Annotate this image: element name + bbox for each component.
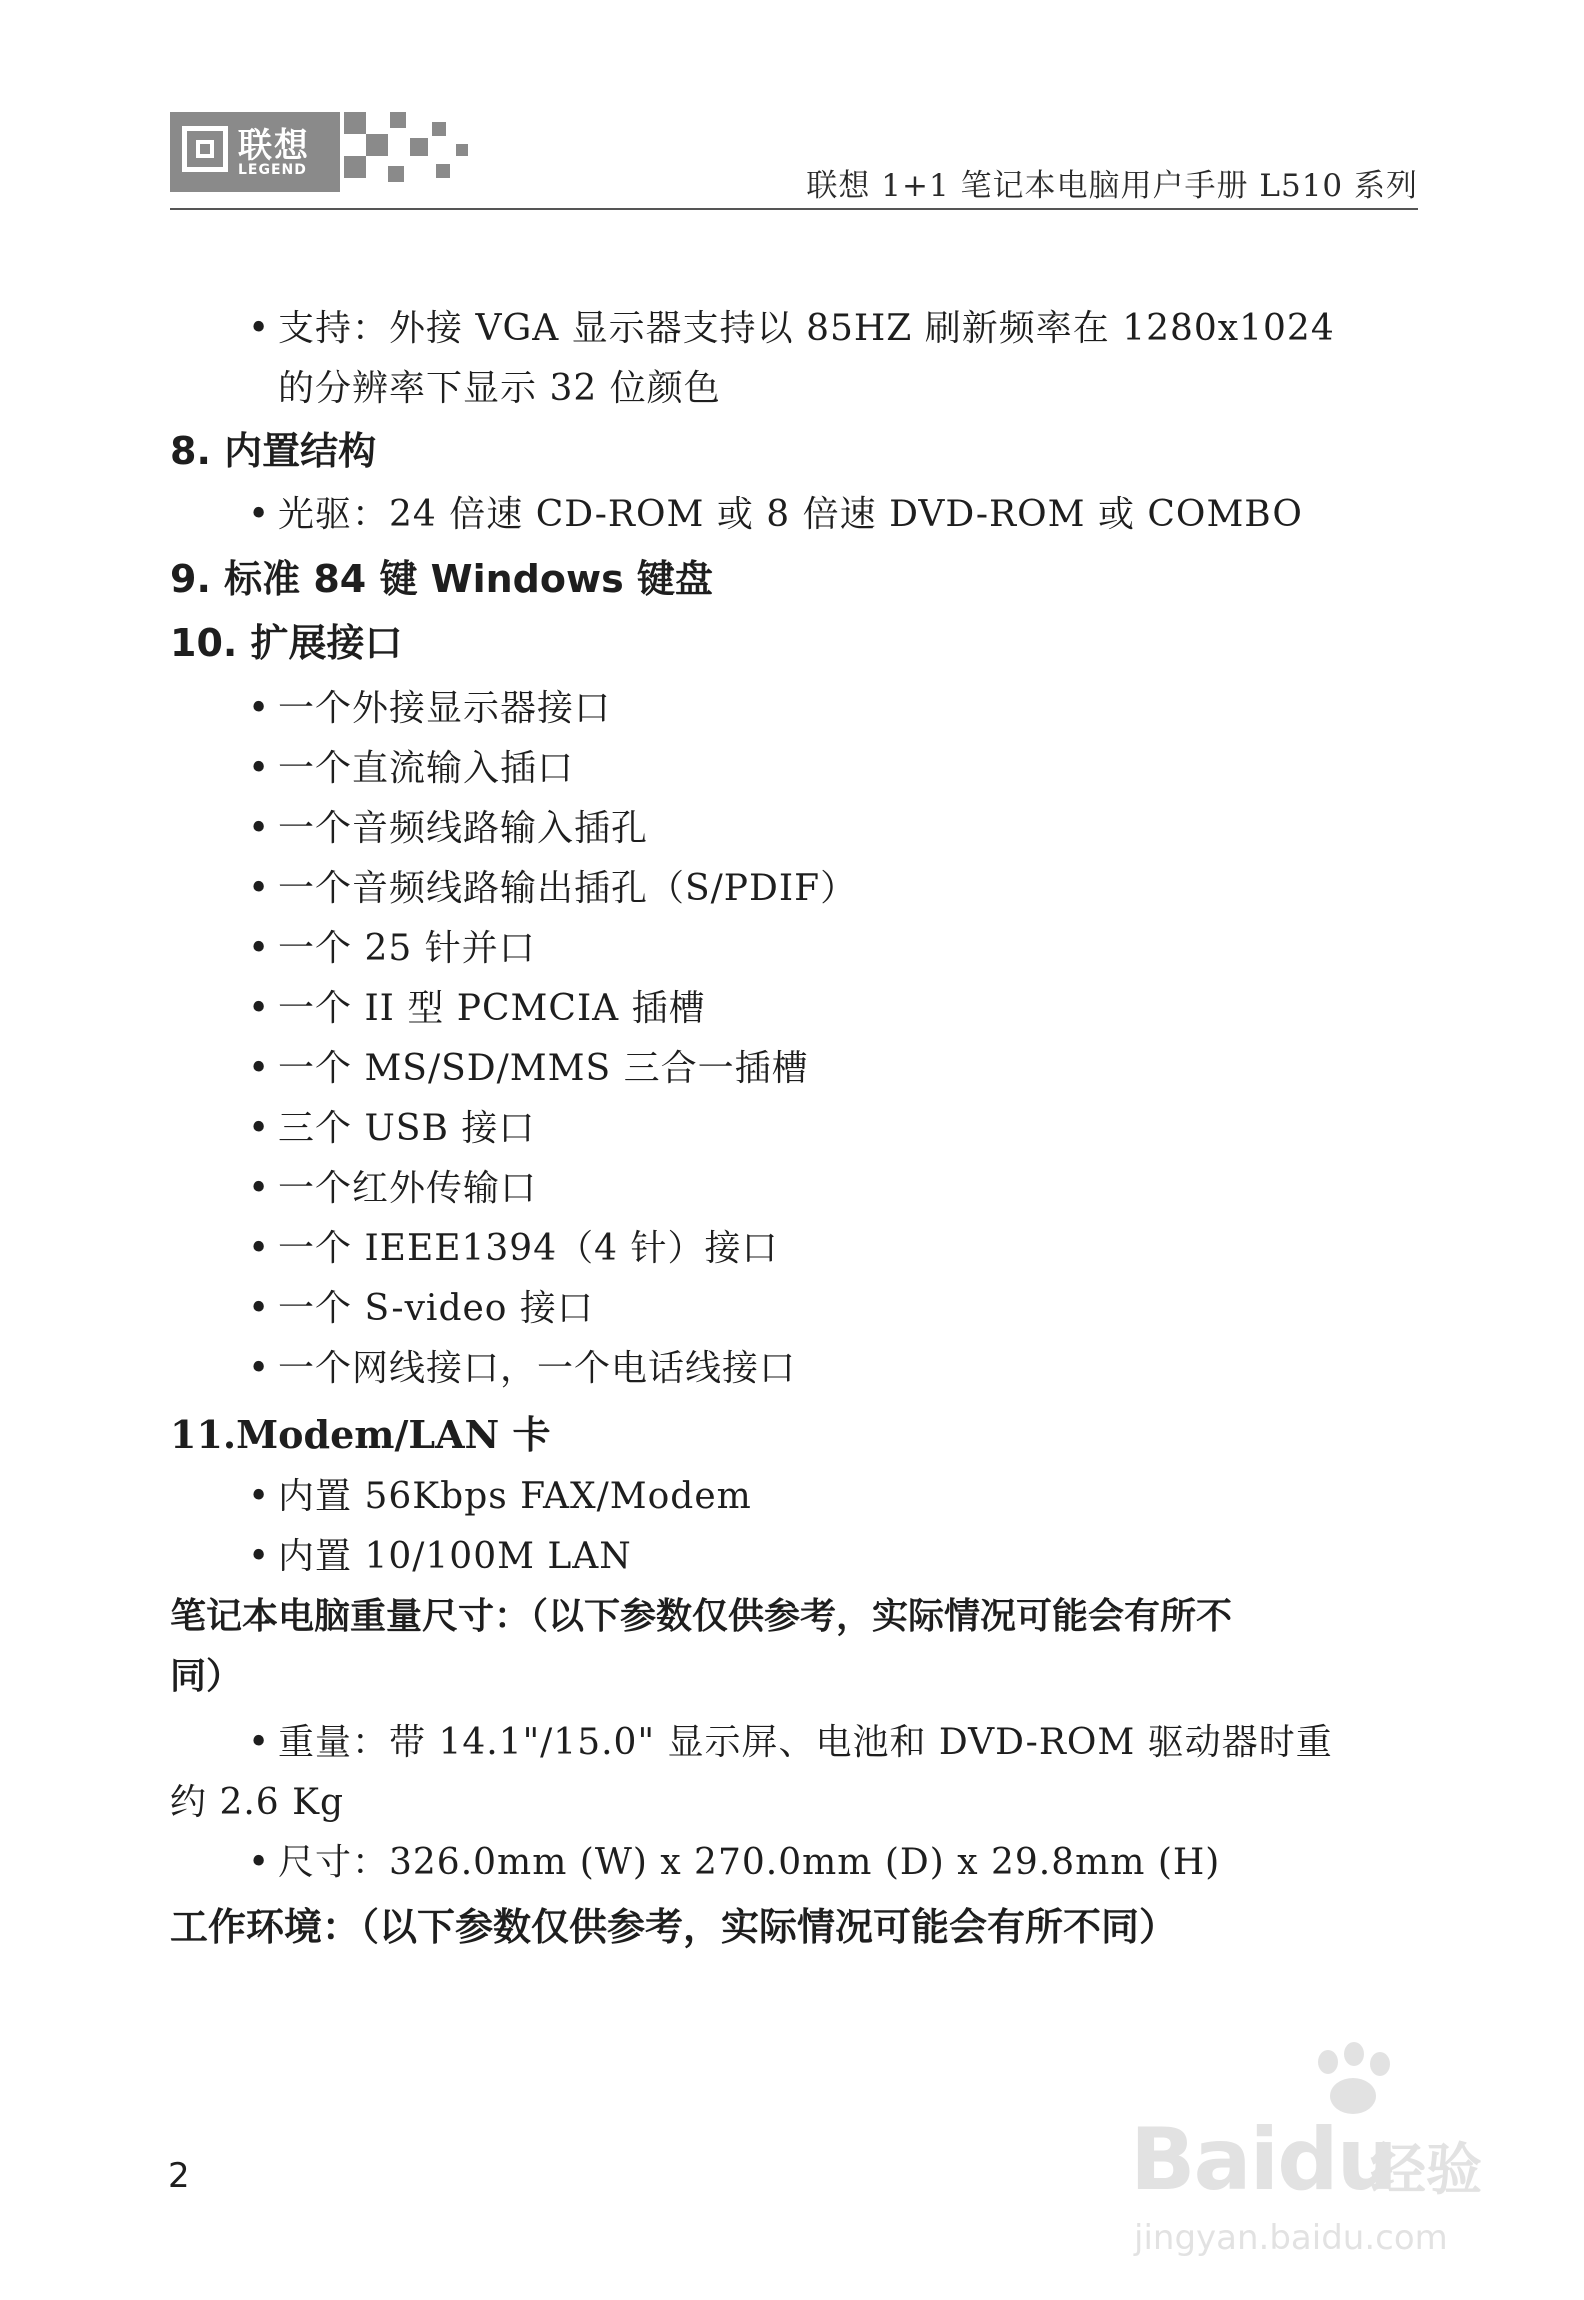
port-item: 一个音频线路输出插孔（S/PDIF） [278, 868, 858, 909]
bullet-item [248, 680, 611, 731]
weight-size-title-cont: 同） [170, 1656, 243, 1697]
bullet-item [248, 1040, 809, 1091]
bullet-item [248, 1528, 632, 1579]
logo-square [390, 112, 406, 128]
bullet-icon: • [248, 494, 271, 535]
bullet-item [248, 1340, 796, 1391]
bullet-icon: • [248, 308, 271, 349]
bullet-item [248, 980, 706, 1031]
bullet-item [248, 1714, 1333, 1765]
bullet-icon: • [248, 1048, 271, 1089]
bullet-item [248, 740, 574, 791]
header-title: 联想 1+1 笔记本电脑用户手册 L510 系列 [806, 168, 1418, 204]
watermark-cn: 经验 [1370, 2138, 1482, 2203]
page-header [170, 108, 1418, 208]
bullet-item [248, 1468, 752, 1519]
bullet-item [248, 1100, 535, 1151]
logo-en-text: LEGEND [238, 162, 307, 178]
port-item: 一个红外传输口 [278, 1168, 538, 1209]
bullet-item [248, 1280, 594, 1331]
bullet-item [248, 1160, 537, 1211]
port-item: 一个外接显示器接口 [278, 688, 612, 729]
port-item: 一个直流输入插口 [278, 748, 575, 789]
section-8-title: 8. 内置结构 [170, 429, 377, 473]
bullet-icon: • [248, 808, 271, 849]
logo-cn-text: 联想 [238, 126, 310, 166]
logo-box [170, 112, 340, 192]
port-item: 一个 MS/SD/MMS 三合一插槽 [278, 1048, 809, 1089]
bullet-icon: • [248, 1228, 271, 1269]
bullet-icon: • [248, 1722, 271, 1763]
optical-drive-line: 光驱：24 倍速 CD-ROM 或 8 倍速 DVD-ROM 或 COMBO [278, 494, 1303, 535]
bullet-item [248, 300, 1335, 351]
bullet-icon: • [248, 1348, 271, 1389]
paw-icon [1330, 2078, 1376, 2114]
watermark-url: jingyan.baidu.com [1134, 2218, 1448, 2258]
bullet-item [248, 860, 857, 911]
weight-line: 重量：带 14.1"/15.0" 显示屏、电池和 DVD-ROM 驱动器时重 [278, 1722, 1333, 1763]
port-item: 一个 II 型 PCMCIA 插槽 [278, 988, 706, 1029]
section-10-title: 10. 扩展接口 [170, 621, 403, 665]
logo-square [436, 164, 450, 178]
paw-icon [1370, 2052, 1390, 2076]
section-11-title: 11.Modem/LAN 卡 [170, 1412, 551, 1457]
bullet-item [248, 486, 1303, 537]
section-9-title: 9. 标准 84 键 Windows 键盘 [170, 557, 713, 601]
header-divider [170, 208, 1418, 210]
baidu-watermark [1110, 2050, 1490, 2260]
logo-square [344, 156, 366, 178]
bullet-icon: • [248, 1842, 271, 1883]
port-item: 一个网线接口，一个电话线接口 [278, 1348, 797, 1389]
watermark-brand-b: du [1277, 2110, 1396, 2210]
watermark-brand-a: Bai [1130, 2110, 1278, 2210]
support-line: 支持：外接 VGA 显示器支持以 85HZ 刷新频率在 1280x1024 [278, 308, 1335, 349]
paw-icon [1318, 2050, 1338, 2074]
support-line-cont: 的分辨率下显示 32 位颜色 [278, 368, 721, 409]
legend-logo [170, 108, 480, 198]
legend-mark-icon [182, 126, 228, 172]
bullet-icon: • [248, 868, 271, 909]
port-item: 一个 S-video 接口 [278, 1288, 594, 1329]
paw-icon [1344, 2042, 1364, 2066]
logo-square [456, 144, 468, 156]
bullet-icon: • [248, 1536, 271, 1577]
weight-size-title: 笔记本电脑重量尺寸：（以下参数仅供参考，实际情况可能会有所不 [170, 1596, 1233, 1637]
bullet-icon: • [248, 1476, 271, 1517]
port-item: 一个 IEEE1394（4 针）接口 [278, 1228, 779, 1269]
bullet-icon: • [248, 1168, 271, 1209]
logo-square [432, 122, 446, 136]
bullet-item [248, 920, 536, 971]
bullet-item [248, 800, 648, 851]
logo-square [388, 166, 404, 182]
bullet-icon: • [248, 688, 271, 729]
bullet-icon: • [248, 1288, 271, 1329]
bullet-item [248, 1220, 778, 1271]
page-number: 2 [168, 2156, 190, 2196]
bullet-icon: • [248, 748, 271, 789]
logo-square [410, 138, 428, 156]
bullet-item [248, 1834, 1220, 1885]
logo-square [366, 134, 388, 156]
size-line: 尺寸：326.0mm (W) x 270.0mm (D) x 29.8mm (H) [278, 1842, 1221, 1883]
port-item: 一个 25 针并口 [278, 928, 536, 969]
weight-line-cont: 约 2.6 Kg [170, 1782, 345, 1823]
port-item: 一个音频线路输入插孔 [278, 808, 649, 849]
modem-item: 内置 56Kbps FAX/Modem [278, 1476, 752, 1517]
lan-item: 内置 10/100M LAN [278, 1536, 632, 1577]
environment-title: 工作环境：（以下参数仅供参考，实际情况可能会有所不同） [170, 1905, 1178, 1949]
logo-square [344, 112, 366, 134]
bullet-icon: • [248, 988, 271, 1029]
bullet-icon: • [248, 928, 271, 969]
watermark-brand [1130, 2110, 1396, 2210]
bullet-icon: • [248, 1108, 271, 1149]
port-item: 三个 USB 接口 [278, 1108, 536, 1149]
